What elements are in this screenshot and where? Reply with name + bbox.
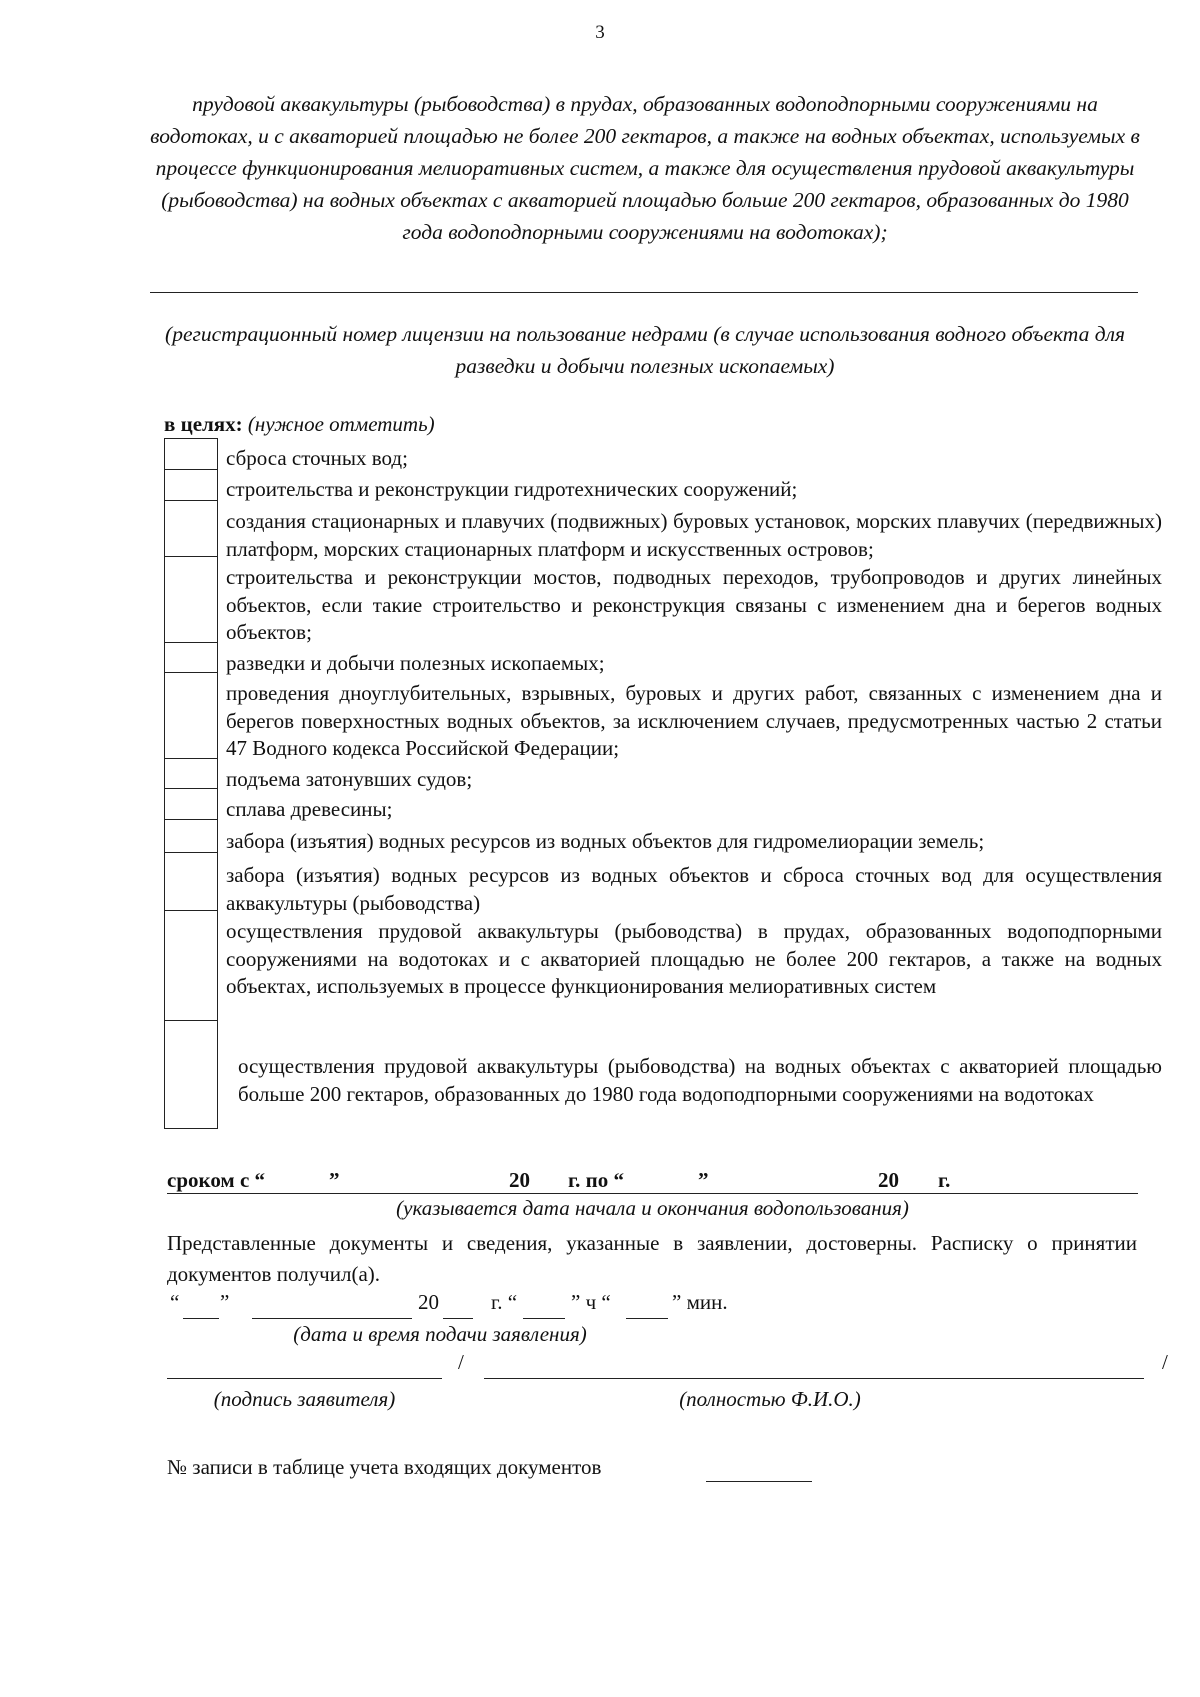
signature-caption: (подпись заявителя)	[213, 1387, 396, 1411]
day-field[interactable]	[183, 1318, 219, 1319]
purpose-item: сплава древесины;	[226, 797, 393, 821]
minute-field[interactable]	[626, 1318, 668, 1319]
intro-paragraph: прудовой аквакультуры (рыбоводства) в прудах, образованных водоподпорными сооружениями на водотоках, и с акваторией площадью не более 200 гектаров, а также на водных объектах, используемых в процессе функционирования мелиоративных систем, а также для осуществления прудовой аквакультуры (рыбоводства) на водных объектах с акваторией площадью больше 200 гектаров, образованных до 1980 года водоподпорными сооружениями на водотоках);	[150, 92, 1140, 244]
month-field[interactable]	[252, 1318, 412, 1319]
term-caption: (указывается дата начала и окончания водопользования)	[396, 1196, 909, 1220]
date-open-quote: “	[170, 1290, 180, 1314]
checkbox-ship-raising[interactable]	[165, 759, 217, 789]
term-year-suffix: г.	[938, 1168, 951, 1192]
term-from-label: сроком с “	[167, 1168, 266, 1192]
signature-line[interactable]	[167, 1378, 442, 1379]
term-quote-close-2: ”	[698, 1168, 709, 1192]
checkbox-bridges-pipelines[interactable]	[165, 557, 217, 643]
purpose-hint: (нужное отметить)	[247, 412, 435, 436]
purpose-item: сброса сточных вод;	[226, 446, 408, 470]
datetime-caption: (дата и время подачи заявления)	[293, 1322, 587, 1346]
checkbox-hydromelioration[interactable]	[165, 820, 217, 853]
checkbox-drilling-platforms[interactable]	[165, 501, 217, 557]
purpose-item: строительства и реконструкции гидротехнических сооружений;	[226, 477, 798, 501]
record-label: № записи в таблице учета входящих документов	[167, 1455, 602, 1479]
license-caption: (регистрационный номер лицензии на пользование недрами (в случае использования водного объекта для разведки и добычи полезных ископаемых)	[165, 322, 1125, 378]
checkbox-column	[164, 438, 218, 1129]
declaration-text: Представленные документы и сведения, указанные в заявлении, достоверны. Расписку о принятии документов получил(а).	[167, 1231, 1137, 1286]
date-year-suffix: г. “	[491, 1290, 518, 1314]
checkbox-dredging-works[interactable]	[165, 673, 217, 759]
page-number: 3	[595, 22, 605, 43]
purpose-heading	[164, 412, 435, 437]
date-year-prefix: 20	[418, 1290, 439, 1314]
purpose-item: строительства и реконструкции мостов, подводных переходов, трубопроводов и других линейных объектов, если такие строительство и реконструкция связаны с изменением дна и берегов водных объектов;	[226, 565, 1162, 644]
term-underline	[167, 1193, 1138, 1194]
hour-label: ” ч “	[571, 1290, 611, 1314]
checkbox-timber-rafting[interactable]	[165, 789, 217, 820]
checkbox-mineral-exploration[interactable]	[165, 643, 217, 673]
full-name-caption: (полностью Ф.И.О.)	[679, 1387, 861, 1411]
term-quote-close: ”	[329, 1168, 340, 1192]
year-field[interactable]	[443, 1318, 473, 1319]
checkbox-aquaculture-intake[interactable]	[165, 853, 217, 911]
slash-2: /	[1162, 1350, 1168, 1374]
checkbox-sewage[interactable]	[165, 439, 217, 470]
minute-label: ” мин.	[672, 1290, 728, 1314]
purpose-item: осуществления прудовой аквакультуры (рыбоводства) на водных объектах с акваторией площадью больше 200 гектаров, образованных до 1980 года водоподпорными сооружениями на водотоках	[238, 1054, 1162, 1106]
license-number-line	[150, 292, 1138, 293]
term-year-prefix-2: 20	[878, 1168, 899, 1192]
term-to-label: г. по “	[568, 1168, 625, 1192]
hour-field[interactable]	[523, 1318, 565, 1319]
purpose-item: проведения дноуглубительных, взрывных, буровых и других работ, связанных с изменением дна и берегов поверхностных водных объектов, за исключением случаев, предусмотренных частью 2 статьи 47 Водного кодекса Российской Федерации;	[226, 681, 1162, 760]
purpose-item: разведки и добычи полезных ископаемых;	[226, 651, 605, 675]
checkbox-hydro-construction[interactable]	[165, 470, 217, 501]
checkbox-large-pond-aquaculture[interactable]	[165, 1021, 217, 1129]
purpose-item: создания стационарных и плавучих (подвижных) буровых установок, морских плавучих (передвижных) платформ, морских стационарных платформ и искусственных островов;	[226, 509, 1162, 561]
full-name-line[interactable]	[484, 1378, 1144, 1379]
slash-1: /	[458, 1350, 464, 1374]
record-number-field[interactable]	[706, 1481, 812, 1482]
purpose-item: подъема затонувших судов;	[226, 767, 473, 791]
purpose-item: забора (изъятия) водных ресурсов из водных объектов и сброса сточных вод для осуществления аквакультуры (рыбоводства)	[226, 863, 1162, 915]
checkbox-pond-aquaculture[interactable]	[165, 911, 217, 1021]
purpose-item: осуществления прудовой аквакультуры (рыбоводства) в прудах, образованных водоподпорными сооружениями на водотоках и с акваторией площадью не более 200 гектаров, а также на водных объектах, используемых в процессе функционирования мелиоративных систем	[226, 919, 1162, 998]
date-close-quote: ”	[220, 1290, 230, 1314]
purpose-label: в целях:	[164, 412, 243, 436]
term-year-prefix: 20	[509, 1168, 530, 1192]
purpose-item: забора (изъятия) водных ресурсов из водных объектов для гидромелиорации земель;	[226, 829, 985, 853]
